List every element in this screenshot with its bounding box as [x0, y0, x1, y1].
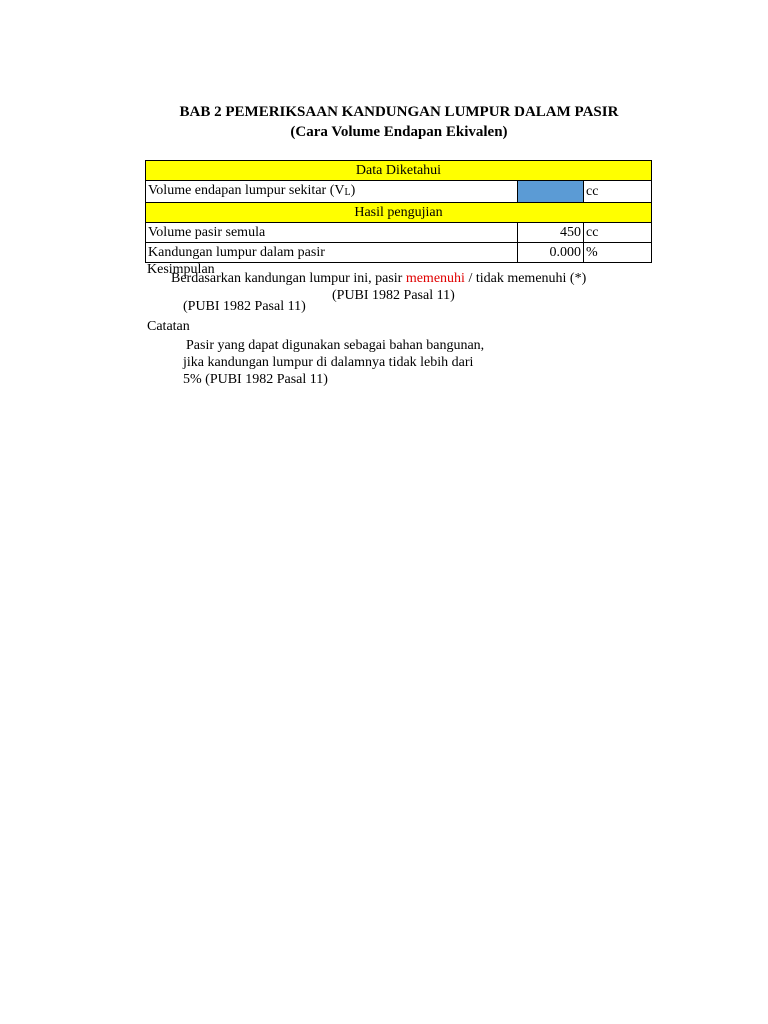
conclusion-reference-left: (PUBI 1982 Pasal 11)	[183, 299, 306, 314]
section-header-result: Hasil pengujian	[146, 203, 652, 223]
notes-line-3: 5% (PUBI 1982 Pasal 11)	[183, 372, 328, 387]
kandungan-unit: %	[584, 243, 652, 263]
volume-endapan-label	[146, 181, 518, 203]
volume-pasir-unit: cc	[584, 223, 652, 243]
volume-endapan-label-suffix: )	[350, 183, 356, 198]
notes-heading: Catatan	[147, 319, 190, 334]
kandungan-label: Kandungan lumpur dalam pasir	[146, 243, 518, 263]
kandungan-value: 0.000	[518, 243, 584, 263]
volume-endapan-value-cell[interactable]	[518, 181, 584, 203]
table-row-volume-pasir	[146, 223, 652, 243]
volume-endapan-label-subscript: L	[344, 187, 351, 198]
conclusion-sentence	[171, 270, 586, 287]
table-row-kandungan	[146, 243, 652, 263]
volume-pasir-value: 450	[518, 223, 584, 243]
conclusion-sentence-suffix: / tidak memenuhi (*)	[464, 271, 587, 286]
volume-pasir-label: Volume pasir semula	[146, 223, 518, 243]
conclusion-reference-center: (PUBI 1982 Pasal 11)	[332, 288, 455, 303]
section-header-known: Data Diketahui	[146, 161, 652, 181]
volume-endapan-unit: cc	[584, 181, 652, 203]
conclusion-heading: Kesimpulan	[147, 262, 215, 277]
conclusion-highlight: memenuhi	[405, 271, 465, 286]
test-data-table	[145, 160, 652, 263]
volume-endapan-label-prefix: Volume endapan lumpur sekitar (V	[148, 183, 345, 198]
volume-endapan-input[interactable]	[518, 182, 583, 201]
conclusion-sentence-prefix: Berdasarkan kandungan lumpur ini, pasir	[171, 271, 406, 286]
document-title: BAB 2 PEMERIKSAAN KANDUNGAN LUMPUR DALAM PASIR	[179, 104, 619, 120]
notes-line-2: jika kandungan lumpur di dalamnya tidak lebih dari	[183, 355, 474, 370]
notes-line-1: Pasir yang dapat digunakan sebagai bahan bangunan,	[186, 338, 485, 353]
table-row-volume-endapan	[146, 181, 652, 203]
section-row-known	[146, 161, 652, 181]
section-row-result	[146, 203, 652, 223]
document-subtitle: (Cara Volume Endapan Ekivalen)	[290, 124, 508, 140]
